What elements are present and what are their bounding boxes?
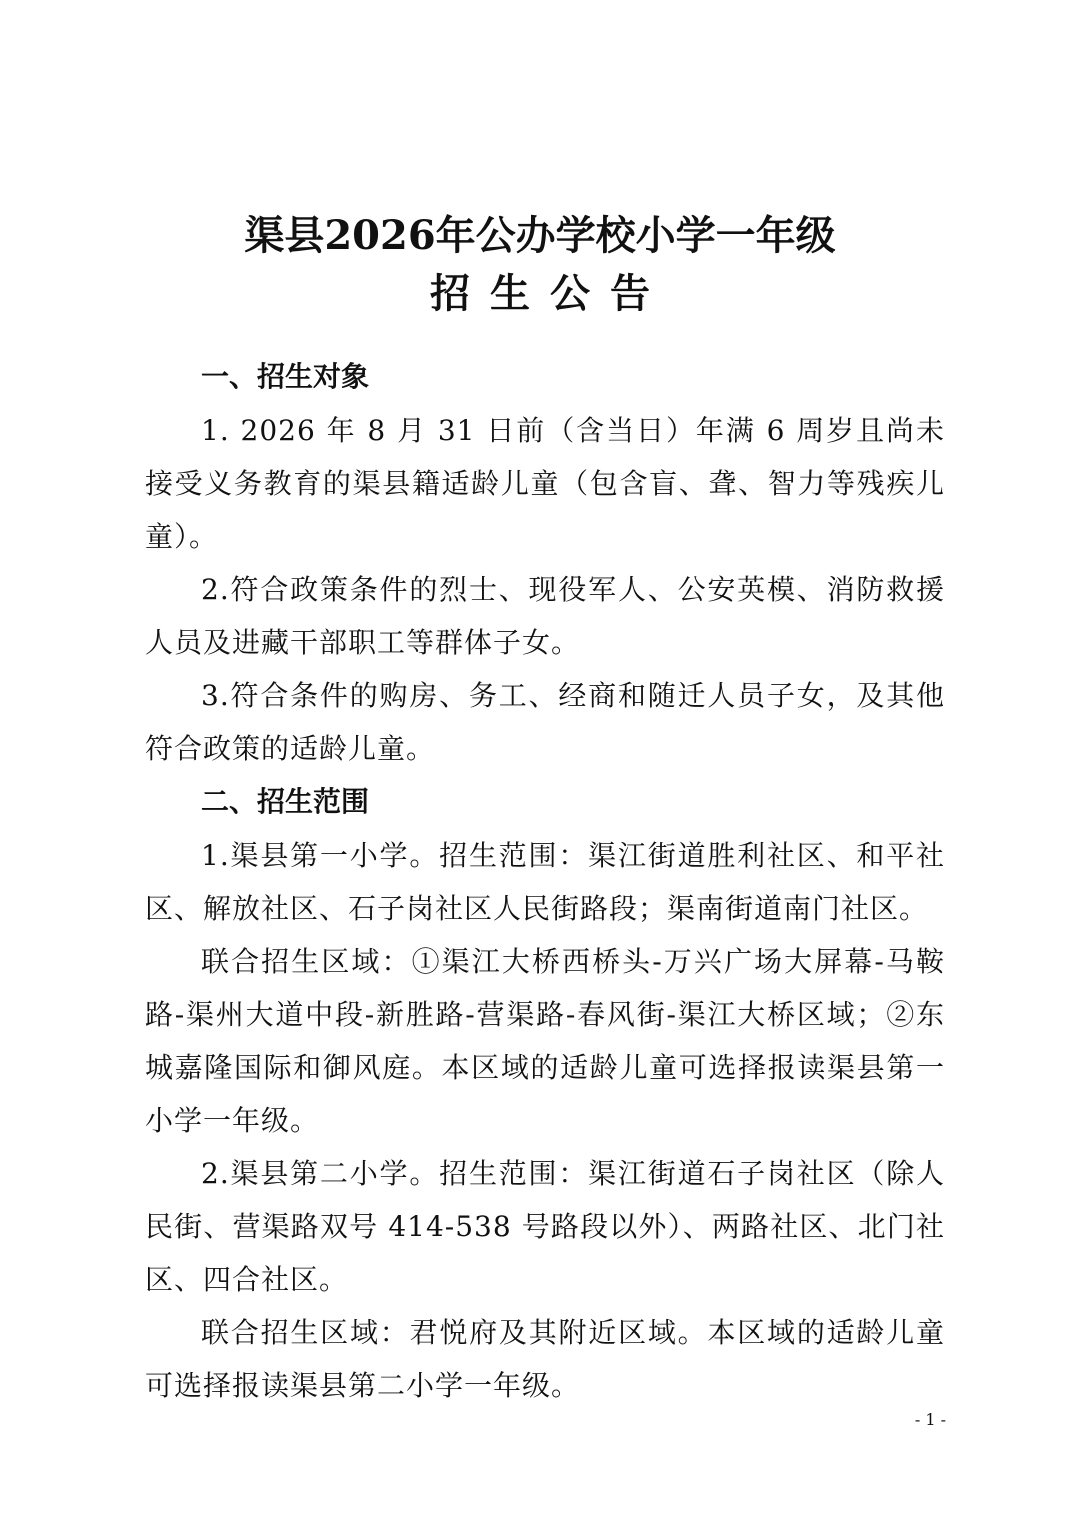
document-title: 渠县2026年公办学校小学一年级 (244, 212, 836, 259)
section-heading-enrollment-targets: 一、招生对象 (201, 360, 370, 393)
paragraph-school-1-joint-area: 联合招生区域：①渠江大桥西桥头-万兴广场大屏幕-马鞍路-渠州大道中段-新胜路-营渠路-春风街-渠江大桥区域；②东城嘉隆国际和御风庭。本区域的适龄儿童可选择报读渠县第一小学一年级。 (145, 945, 945, 1137)
section-heading-enrollment-scope: 二、招生范围 (201, 785, 370, 818)
document-body (145, 350, 945, 1412)
paragraph-target-1: 1. 2026 年 8 月 31 日前（含当日）年满 6 周岁且尚未接受义务教育的渠县籍适龄儿童（包含盲、聋、智力等残疾儿童）。 (145, 414, 945, 553)
paragraph-school-2-joint-area: 联合招生区域：君悦府及其附近区域。本区域的适龄儿童可选择报读渠县第二小学一年级。 (145, 1316, 945, 1402)
page-number: - 1 - (914, 1410, 946, 1429)
document-subtitle: 招生公告 (430, 270, 670, 317)
paragraph-school-1-scope: 1.渠县第一小学。招生范围：渠江街道胜利社区、和平社区、解放社区、石子岗社区人民街路段；渠南街道南门社区。 (145, 839, 945, 925)
paragraph-target-2: 2.符合政策条件的烈士、现役军人、公安英模、消防救援人员及进藏干部职工等群体子女。 (145, 573, 945, 659)
paragraph-target-3: 3.符合条件的购房、务工、经商和随迁人员子女，及其他符合政策的适龄儿童。 (145, 679, 945, 765)
paragraph-school-2-scope: 2.渠县第二小学。招生范围：渠江街道石子岗社区（除人民街、营渠路双号 414-538 号路段以外）、两路社区、北门社区、四合社区。 (145, 1157, 945, 1296)
